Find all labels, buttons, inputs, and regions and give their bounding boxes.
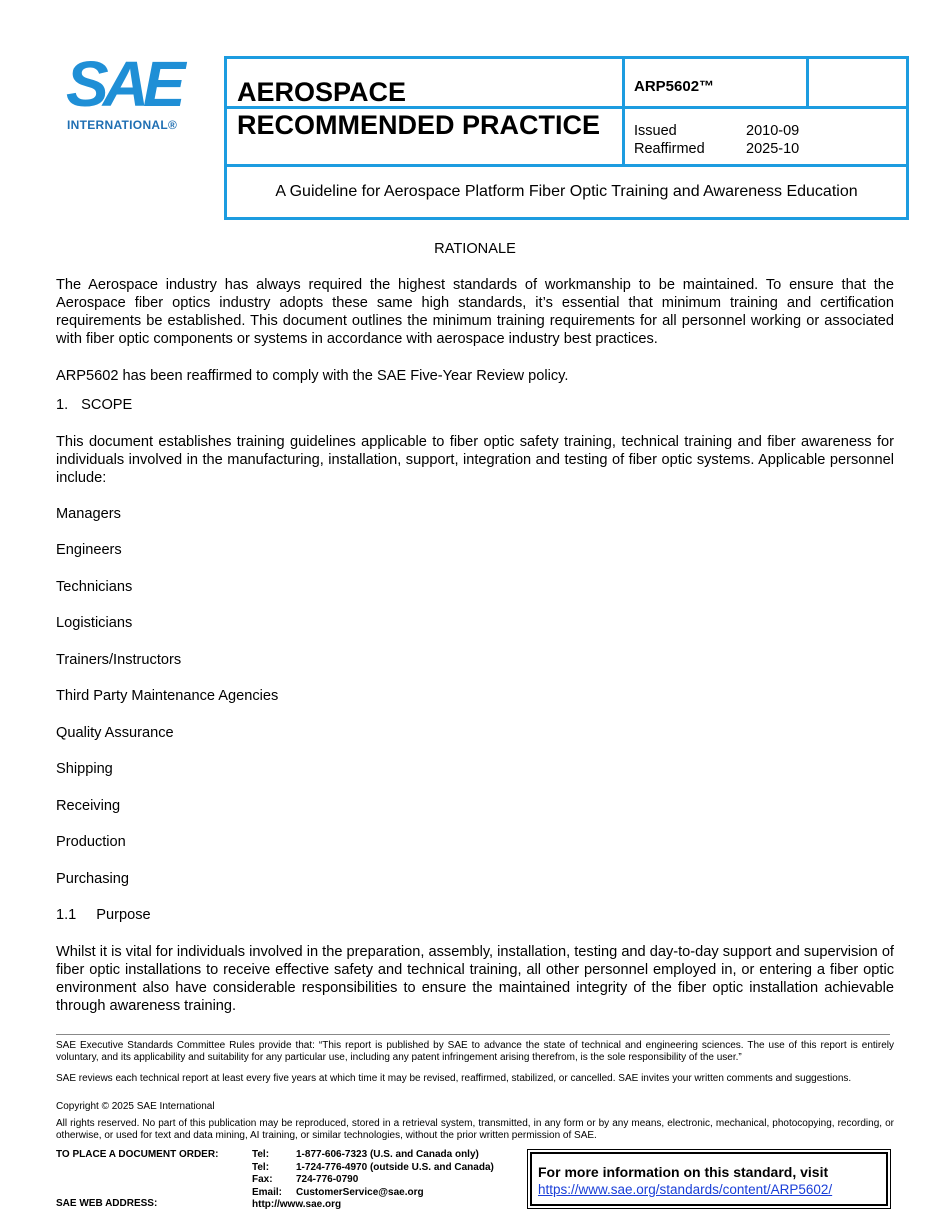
reaffirmed-label: Reaffirmed [634, 141, 705, 157]
document-type-title: AEROSPACE RECOMMENDED PRACTICE [237, 77, 601, 140]
sae-logo [66, 48, 190, 132]
list-item: Technicians [56, 579, 133, 595]
web-address-label: SAE WEB ADDRESS: [56, 1198, 158, 1209]
document-dates [634, 122, 799, 158]
review-policy: SAE reviews each technical report at least every five years at which time it may be revised, reaffirmed, stabilized, or cancelled. SAE invites your written comments and suggestions. [56, 1073, 852, 1084]
purpose-heading: 1.1 Purpose [56, 907, 151, 923]
order-contacts: Tel: 1-877-606-7323 (U.S. and Canada only) Tel: 1-724-776-4970 (outside U.S. and Canada) Fax: 724-776-0790 Email: CustomerService@sae.org http://www.sae.org [252, 1149, 494, 1210]
issued-value: 2010-09 [746, 123, 800, 139]
email-link[interactable]: CustomerService@sae.org [296, 1186, 424, 1198]
header-divider-v1 [622, 56, 625, 166]
rationale-paragraph: The Aerospace industry has always required the highest standards of workmanship to be maintained. To ensure that the Aerospace fiber optics industry adopts these same high standards, it’s essential that minimum training and certification requirements be established. This document outlines the minimum training requirements for all personnel working or associated with fiber optic components or systems in accordance with aerospace industry best practices. [56, 277, 894, 347]
order-label: TO PLACE A DOCUMENT ORDER: [56, 1149, 219, 1160]
copyright: Copyright © 2025 SAE International [56, 1101, 215, 1112]
list-item: Production [56, 834, 126, 850]
phone-intl[interactable]: 1-724-776-4970 (outside U.S. and Canada) [296, 1161, 494, 1173]
document-number: ARP5602™ [634, 78, 715, 95]
header-divider-h2 [224, 164, 909, 167]
reaffirm-note: ARP5602 has been reaffirmed to comply with the SAE Five-Year Review policy. [56, 368, 569, 384]
list-item: Managers [56, 506, 121, 522]
more-info-box [527, 1149, 891, 1209]
scope-heading: 1. SCOPE [56, 397, 133, 413]
list-item: Trainers/Instructors [56, 652, 182, 668]
list-item: Engineers [56, 542, 122, 558]
issued-label: Issued [634, 123, 677, 139]
logo-subtitle: INTERNATIONAL® [67, 118, 178, 132]
list-item: Shipping [56, 761, 113, 777]
more-info-title: For more information on this standard, visit [538, 1164, 829, 1180]
list-item: Quality Assurance [56, 725, 174, 741]
phone-us[interactable]: 1-877-606-7323 (U.S. and Canada only) [296, 1149, 479, 1160]
footer-divider [56, 1034, 890, 1035]
list-item: Purchasing [56, 871, 130, 887]
scope-paragraph: This document establishes training guidelines applicable to fiber optic safety training, technical training and fiber awareness for individuals involved in the manufacturing, installation, support, integration and testing of fiber optic systems. Applicable personnel include: [56, 434, 894, 486]
document-subtitle: A Guideline for Aerospace Platform Fiber Optic Training and Awareness Education [275, 183, 858, 200]
list-item: Receiving [56, 798, 121, 814]
list-item: Third Party Maintenance Agencies [56, 688, 279, 704]
web-address-link[interactable]: http://www.sae.org [252, 1199, 342, 1210]
fax-number: 724-776-0790 [296, 1174, 359, 1185]
purpose-paragraph: Whilst it is vital for individuals involved in the preparation, assembly, installation, testing and day-to-day support and supervision of fiber optic installations to receive effective safety and technical training, all other personnel employed in, or entering a fiber optic environment also have considerable responsibilities to ensure the maintained integrity of the fiber optic installation achievable through awareness training. [56, 944, 894, 1014]
list-item: Logisticians [56, 615, 133, 631]
reaffirmed-value: 2025-10 [746, 141, 800, 157]
rights-notice: All rights reserved. No part of this publication may be reproduced, stored in a retrieval system, transmitted, in any form or by any means, electronic, mechanical, photocopying, recording, or otherwise, or used for text and data mining, AI training, or similar technologies, without the prior written permission of SAE. [56, 1118, 894, 1141]
committee-rules: SAE Executive Standards Committee Rules provide that: “This report is published by SAE to advance the state of technical and engineering sciences. The use of this report is entirely voluntary, and its applicability and suitability for any particular use, including any patent infringement arising therefrom, is the sole responsibility of the user.” [56, 1040, 894, 1063]
header-divider-v2 [806, 56, 809, 108]
rationale-heading: RATIONALE [434, 241, 516, 257]
logo-wordmark: SAE [66, 48, 180, 120]
standard-link[interactable]: https://www.sae.org/standards/content/ARP5602/ [538, 1182, 833, 1197]
